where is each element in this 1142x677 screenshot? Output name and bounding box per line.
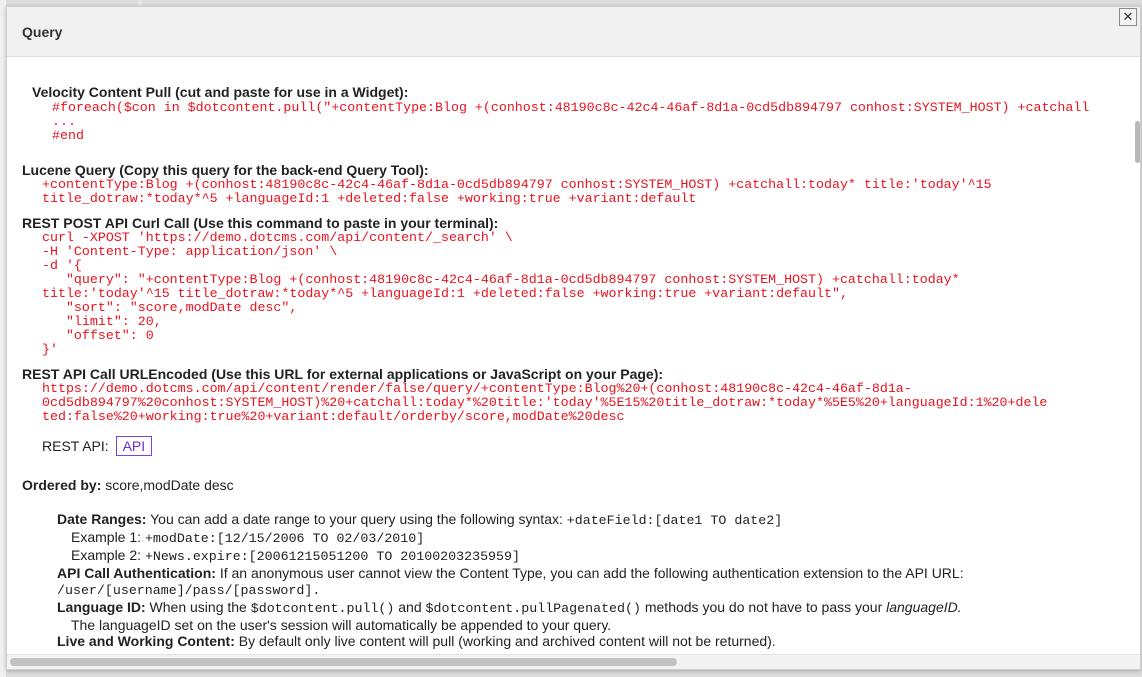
example-1: [57, 529, 1117, 547]
example-2: [57, 547, 1117, 565]
rest-post-code[interactable]: curl -XPOST 'https://demo.dotcms.com/api/content/_search' \ -H 'Content-Type: application/json' \ -d '{ "query": "+contentType:Blog +(conhost:48190c8c-42c4-46af-8d1a-0cd5db894797 conhost:SYSTEM_HOST) +catchall:today* title:'today'^15 title_dotraw:*today*^5 +languageId:1 +deleted:false +working:true +variant:default", "sort": "score,modDate desc", "limit": 20, "offset": 0 }': [42, 230, 960, 357]
rest-api-row: [42, 436, 1047, 456]
example-2-label: Example 2:: [71, 547, 145, 563]
example-2-code: +News.expire:[20061215051200 TO 20100203235959]: [144, 549, 520, 564]
ordered-by-label: Ordered by:: [22, 477, 102, 493]
date-ranges-syntax: +dateField:[date1 TO date2]: [566, 513, 783, 528]
velocity-code[interactable]: #foreach($con in $dotcontent.pull("+contentType:Blog +(conhost:48190c8c-42c4-46af-8d1a-0cd5db894797 conhost:SYSTEM_HOST) +catchall ... #end: [52, 100, 1090, 143]
rest-api-label: REST API:: [42, 438, 109, 454]
auth-text: If an anonymous user cannot view the Content Type, you can add the following authentication extension to the API URL:: [215, 565, 964, 581]
language-code-1: $dotcontent.pull(): [250, 601, 395, 616]
rest-post-section: [22, 215, 960, 357]
help-notes: [57, 511, 1117, 649]
auth-note: [57, 565, 1117, 581]
rest-url-heading: REST API Call URLEncoded (Use this URL for external applications or JavaScript on your Page):: [22, 366, 664, 382]
example-1-label: Example 1:: [71, 529, 145, 545]
dialog-content: [7, 57, 1140, 652]
ordered-by: [22, 477, 234, 493]
language-italic: languageID.: [886, 599, 962, 615]
rest-url-section: [22, 366, 1047, 456]
live-note: [57, 633, 1117, 649]
language-text-2: and: [394, 599, 426, 615]
rest-url-code[interactable]: https://demo.dotcms.com/api/content/render/false/query/+contentType:Blog%20+(conhost:48190c8c-42c4-46af-8d1a- 0cd5db894797%20conhost:SYSTEM_HOST)%20+catchall:today*%20title:'today'%5E15%20title_dotraw:*today*%5E5%20+languageId:1%20+dele ted:false%20+working:true%20+variant:default/orderby/score,modDate%20desc: [42, 381, 1048, 424]
api-button[interactable]: API: [116, 436, 153, 456]
language-label: Language ID:: [57, 599, 146, 615]
ordered-by-value: score,modDate desc: [101, 477, 234, 493]
horizontal-scrollbar-thumb[interactable]: [10, 658, 677, 666]
live-label: Live and Working Content:: [57, 633, 235, 649]
vertical-scrollbar[interactable]: [1135, 121, 1140, 163]
auth-code-row: [57, 581, 1117, 599]
example-1-code: +modDate:[12/15/2006 TO 02/03/2010]: [144, 531, 425, 546]
live-text: By default only live content will pull (working and archived content will not be returned).: [234, 633, 776, 649]
velocity-section: [32, 84, 1089, 143]
date-ranges-text: You can add a date range to your query using the following syntax:: [146, 511, 567, 527]
language-text-1: When using the: [145, 599, 251, 615]
lucene-code[interactable]: +contentType:Blog +(conhost:48190c8c-42c4-46af-8d1a-0cd5db894797 conhost:SYSTEM_HOST) +catchall:today* title:'today'^15 title_dotraw:*today*^5 +languageId:1 +deleted:false +working:true +variant:default: [42, 177, 992, 206]
language-code-2: $dotcontent.pullPagenated(): [425, 601, 641, 616]
rest-post-heading: REST POST API Curl Call (Use this command to paste in your terminal):: [22, 215, 499, 231]
language-text-3: methods you do not have to pass your: [640, 599, 887, 615]
auth-code: /user/[username]/pass/[password].: [57, 583, 321, 598]
velocity-heading: Velocity Content Pull (cut and paste for use in a Widget):: [32, 84, 409, 100]
date-ranges-label: Date Ranges:: [57, 511, 147, 527]
horizontal-scrollbar[interactable]: [7, 654, 1140, 670]
language-note: [57, 599, 1117, 617]
dialog-title: Query: [22, 24, 63, 40]
dialog-titlebar: [7, 7, 1140, 57]
close-icon[interactable]: ✕: [1119, 8, 1137, 26]
query-dialog: [6, 6, 1141, 670]
lucene-section: [22, 162, 992, 206]
language-note-2: The languageID set on the user's session will automatically be appended to your query.: [71, 617, 612, 633]
date-ranges-note: [57, 511, 1117, 529]
auth-label: API Call Authentication:: [57, 565, 216, 581]
lucene-heading: Lucene Query (Copy this query for the back-end Query Tool):: [22, 162, 429, 178]
